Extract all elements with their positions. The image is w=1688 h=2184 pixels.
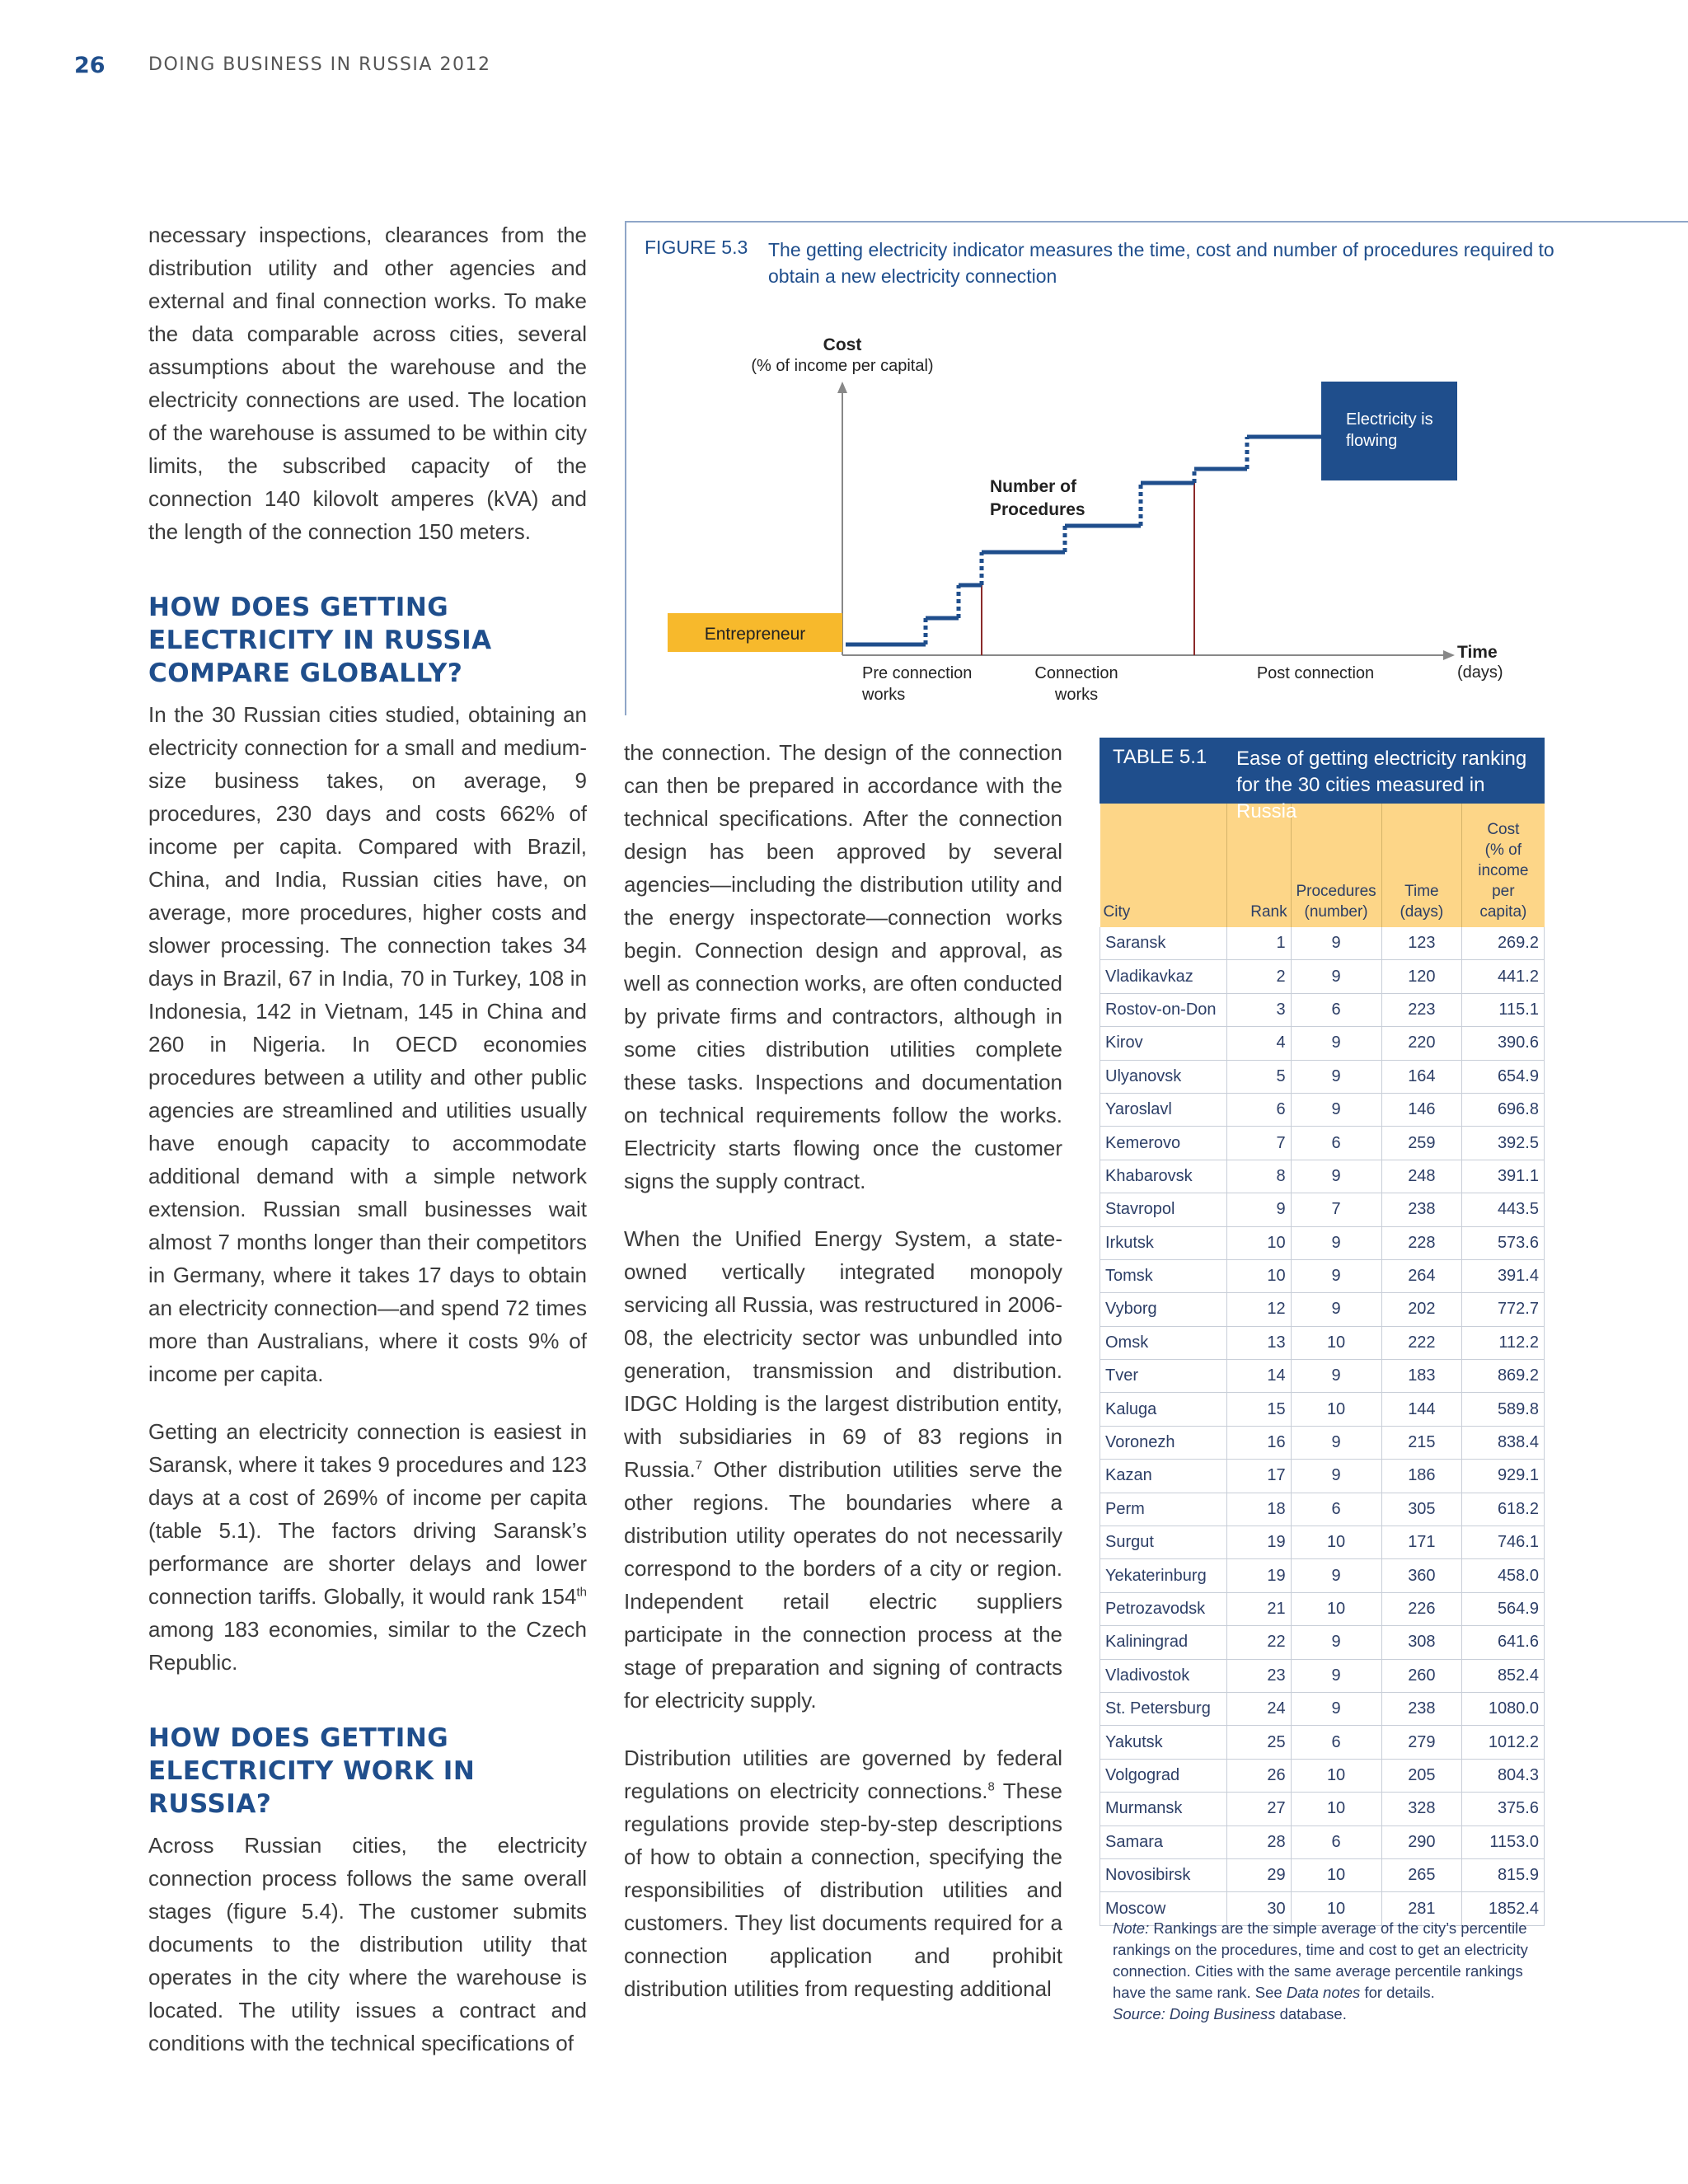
column-header-line: per [1492,883,1515,900]
note-text-b: for details. [1360,1984,1435,2001]
left-para-2: In the 30 Russian cities studied, obtaining an electricity connection for a small and medium-size business takes, on average, 9 procedures, 230 days and costs 662% of income per capita. Compared with Brazil, China, and India, Russian cities have, on average, more procedures, higher costs and slower processing. The connection takes 34 days in Brazil, 67 in India, 70 in Turkey, 108 in Indonesia, 142 in Vietnam, 145 in China and 260 in Nigeria. In OECD economies procedures between a utility and other public agencies are streamlined and utilities usually have enough capacity to accommodate additional demand with a simple network extension. Russian small businesses wait almost 7 months longer than their competitors in Germany, where it takes 17 days to obtain an electricity connection—and spend 72 times more than Australians, where it costs 9% of income per capita. [148,702,587,1386]
table-row [1100,1526,1545,1559]
table-row [1100,993,1545,1026]
cost-cell: 589.8 [1462,1393,1545,1426]
stage-pre-connection-line1: Pre connection [862,664,973,682]
table-row [1100,1259,1545,1292]
procedures-cell: 10 [1291,1592,1381,1625]
table-row [1100,1426,1545,1459]
cost-cell: 441.2 [1462,960,1545,993]
table-row [1100,1293,1545,1326]
rank-cell: 10 [1226,1259,1291,1292]
procedures-cell: 6 [1291,1825,1381,1858]
cost-cell: 1153.0 [1462,1825,1545,1858]
procedures-cell: 9 [1291,1659,1381,1692]
middle-para-2 [624,1222,1062,1717]
rank-cell: 15 [1226,1393,1291,1426]
rank-cell: 1 [1226,927,1291,960]
procedures-cell: 9 [1291,1626,1381,1659]
cost-cell: 390.6 [1462,1027,1545,1060]
middle-para-1: the connection. The design of the connection can then be prepared in accordance with the technical specifications. After the connection design has been approved by several agencies—including the distribution utility and the energy inspectorate—connection works begin. Connection design and approval, as well as connection works, are often conducted by private firms and contractors, although in some cities distribution utilities complete these tasks. Inspections and documentation on technical requirements follow the works. Electricity starts flowing once the customer signs the supply contract. [624,740,1062,1193]
cost-cell: 815.9 [1462,1858,1545,1891]
time-cell: 171 [1381,1526,1462,1559]
table-row [1100,1326,1545,1359]
city-cell: Voronezh [1100,1426,1227,1459]
time-cell: 186 [1381,1460,1462,1493]
time-cell: 164 [1381,1060,1462,1093]
procedures-cell: 7 [1291,1193,1381,1226]
rank-cell: 26 [1226,1759,1291,1792]
middle-para-3-b: These regulations provide step-by-step descriptions of how to obtain a connection, specifying the responsibilities of distribution utilities and customers. They list documents required for a connection application and prohibit distribution utilities from requesting additional [624,1779,1063,2001]
rank-cell: 17 [1226,1460,1291,1493]
table-row [1100,1060,1545,1093]
city-cell: Surgut [1100,1526,1227,1559]
running-title: DOING BUSINESS IN RUSSIA 2012 [148,54,491,75]
cost-cell: 1012.2 [1462,1726,1545,1759]
rank-cell: 6 [1226,1093,1291,1126]
procedures-cell: 10 [1291,1526,1381,1559]
cost-cell: 804.3 [1462,1759,1545,1792]
procedures-cell: 6 [1291,1127,1381,1160]
cost-cell: 112.2 [1462,1326,1545,1359]
figure-title: The getting electricity indicator measures the time, cost and number of procedures required to obtain a new electricity connection [768,239,1554,287]
time-cell: 183 [1381,1360,1462,1393]
procedures-cell: 9 [1291,1160,1381,1193]
city-cell: Tomsk [1100,1259,1227,1292]
cost-cell: 564.9 [1462,1592,1545,1625]
rank-cell: 25 [1226,1726,1291,1759]
cost-cell: 696.8 [1462,1093,1545,1126]
footnote-7: 7 [695,1458,703,1473]
rank-cell: 10 [1226,1226,1291,1259]
procedures-cell: 10 [1291,1393,1381,1426]
stage-pre-connection-line2: works [862,686,906,704]
time-cell: 205 [1381,1759,1462,1792]
procedures-label-line2: Procedures [990,500,1085,519]
column-header-line: (days) [1400,903,1444,921]
procedures-cell: 6 [1291,1493,1381,1526]
cost-cell: 1080.0 [1462,1692,1545,1725]
city-cell: Khabarovsk [1100,1160,1227,1193]
table-row [1100,1726,1545,1759]
left-para-3-a: Getting an electricity connection is easiest in Saransk, where it takes 9 procedures and 123 days at a cost of 269% of income per capita (table 5.1). The factors driving Saransk’s performance are shorter delays and lower connection tariffs. Globally, it would rank 154 [148,1419,587,1609]
rank-cell: 8 [1226,1160,1291,1193]
note-italic: Data notes [1286,1984,1361,2001]
middle-para-2-a: When the Unified Energy System, a state-owned vertically integrated monopoly servicing all Russia, was restructured in 2006-08, the electricity sector was unbundled into generation, transmission and distribution. IDGC Holding is the largest distribution entity, with subsidiaries in 69 of 83 regions in Russia. [624,1226,1062,1482]
cost-cell: 929.1 [1462,1460,1545,1493]
table-row [1100,1027,1545,1060]
time-cell: 259 [1381,1127,1462,1160]
x-axis-subtitle: (days) [1457,663,1503,682]
table-row [1100,1193,1545,1226]
cost-cell: 573.6 [1462,1226,1545,1259]
cost-cell: 618.2 [1462,1493,1545,1526]
table-source [1113,2005,1347,2023]
y-axis-subtitle: (% of income per capital) [751,357,934,375]
city-cell: St. Petersburg [1100,1692,1227,1725]
rank-cell: 30 [1226,1892,1291,1925]
time-cell: 238 [1381,1692,1462,1725]
stage-connection-line1: Connection [1034,664,1118,682]
rank-cell: 28 [1226,1825,1291,1858]
city-cell: Stavropol [1100,1193,1227,1226]
left-para-3 [148,1415,587,1679]
figure-label: FIGURE 5.3 [645,237,748,258]
time-cell: 308 [1381,1626,1462,1659]
procedures-cell: 9 [1291,1426,1381,1459]
city-cell: Kirov [1100,1027,1227,1060]
time-cell: 144 [1381,1393,1462,1426]
x-axis-title: Time [1457,643,1498,662]
table-row [1100,1460,1545,1493]
column-header-line: (number) [1304,903,1368,921]
section-heading-compare: HOW DOES GETTING ELECTRICITY IN RUSSIA COMPARE GLOBALLY? [148,593,492,688]
y-axis-title: Cost [823,335,862,354]
city-cell: Yaroslavl [1100,1093,1227,1126]
column-header-line: (% of [1484,841,1522,859]
table-row [1100,1659,1545,1692]
column-header-line: income [1478,862,1529,879]
city-cell: Volgograd [1100,1759,1227,1792]
cost-cell: 772.7 [1462,1293,1545,1326]
city-cell: Vladikavkaz [1100,960,1227,993]
table-body [1100,927,1545,1925]
table-row [1100,1127,1545,1160]
city-cell: Ulyanovsk [1100,1060,1227,1093]
table-row [1100,1825,1545,1858]
city-cell: Kaliningrad [1100,1626,1227,1659]
rank-cell: 4 [1226,1027,1291,1060]
rank-cell: 16 [1226,1426,1291,1459]
figure-diagram [625,313,1688,725]
ranking-table [1100,804,1545,1926]
cost-cell: 375.6 [1462,1793,1545,1825]
column-header-line: Time [1404,883,1439,900]
page-number: 26 [74,53,106,78]
table-row [1100,1858,1545,1891]
table-row [1100,1160,1545,1193]
rank-cell: 7 [1226,1127,1291,1160]
cost-cell: 838.4 [1462,1426,1545,1459]
time-cell: 279 [1381,1726,1462,1759]
time-cell: 281 [1381,1892,1462,1925]
procedures-cell: 9 [1291,1060,1381,1093]
middle-para-2-b: Other distribution utilities serve the other regions. The boundaries where a distribution utility operates do not necessarily correspond to the borders of a city or region. Independent retail electric suppliers participate in the connection process at the stage of preparation and signing of contracts for electricity supply. [624,1457,1062,1713]
time-cell: 360 [1381,1559,1462,1592]
cost-cell: 852.4 [1462,1659,1545,1692]
time-cell: 264 [1381,1259,1462,1292]
procedures-cell: 9 [1291,1093,1381,1126]
rank-cell: 29 [1226,1858,1291,1891]
time-cell: 328 [1381,1793,1462,1825]
electricity-flowing-line1: Electricity is [1346,410,1433,429]
figure-frame-top [625,221,1688,223]
column-header-line: City [1103,903,1131,921]
time-cell: 265 [1381,1858,1462,1891]
procedures-label-line1: Number of [990,477,1076,496]
time-cell: 222 [1381,1326,1462,1359]
time-cell: 215 [1381,1426,1462,1459]
table-title: Ease of getting electricity ranking for the 30 cities measured in Russia [1236,748,1527,823]
rank-cell: 19 [1226,1559,1291,1592]
source-rest: database. [1275,2005,1347,2022]
procedures-cell: 6 [1291,993,1381,1026]
procedures-cell: 9 [1291,1027,1381,1060]
table-row [1100,1360,1545,1393]
cost-cell: 392.5 [1462,1127,1545,1160]
middle-column [624,736,1062,2005]
time-cell: 305 [1381,1493,1462,1526]
footnote-8: 8 [987,1779,995,1794]
time-cell: 248 [1381,1160,1462,1193]
entrepreneur-label: Entrepreneur [704,625,806,644]
table-header-bar [1100,738,1545,823]
time-cell: 228 [1381,1226,1462,1259]
column-header-line: Procedures [1296,883,1376,900]
time-cell: 146 [1381,1093,1462,1126]
table-row [1100,1493,1545,1526]
rank-cell: 23 [1226,1659,1291,1692]
time-cell: 223 [1381,993,1462,1026]
electricity-flowing-box [1321,382,1457,480]
city-cell: Yakutsk [1100,1726,1227,1759]
cost-cell: 391.4 [1462,1259,1545,1292]
city-cell: Petrozavodsk [1100,1592,1227,1625]
cost-cell: 654.9 [1462,1060,1545,1093]
rank-cell: 14 [1226,1360,1291,1393]
table-row [1100,1559,1545,1592]
procedures-cell: 10 [1291,1759,1381,1792]
electricity-flowing-line2: flowing [1346,432,1398,450]
section-heading-work: HOW DOES GETTING ELECTRICITY WORK IN RUSSIA? [148,1723,476,1819]
left-column [148,218,587,2060]
table-row [1100,1226,1545,1259]
procedures-cell: 6 [1291,1726,1381,1759]
cost-cell: 391.1 [1462,1160,1545,1193]
time-cell: 226 [1381,1592,1462,1625]
city-cell: Moscow [1100,1892,1227,1925]
rank-cell: 18 [1226,1493,1291,1526]
procedures-cell: 9 [1291,1692,1381,1725]
source-italic: Doing Business [1169,2005,1276,2022]
table-5-1 [1100,738,1545,1926]
city-cell: Rostov-on-Don [1100,993,1227,1026]
note-text-a: Rankings are the simple average of the city’s percentile rankings on the procedures, time and cost to get an electricity connection. Cities with the same average percentile rankings have the same rank. See [1113,1919,1528,2001]
cost-cell: 641.6 [1462,1626,1545,1659]
rank-cell: 21 [1226,1592,1291,1625]
column-header-line: capita) [1479,903,1527,921]
cost-cell: 1852.4 [1462,1892,1545,1925]
column-header [1100,804,1227,927]
city-cell: Novosibirsk [1100,1858,1227,1891]
table-label: TABLE 5.1 [1113,746,1207,768]
city-cell: Kazan [1100,1460,1227,1493]
column-header-line: Rank [1250,903,1287,921]
procedures-cell: 9 [1291,1293,1381,1326]
table-row [1100,1093,1545,1126]
rank-cell: 24 [1226,1692,1291,1725]
table-row [1100,1592,1545,1625]
time-cell: 238 [1381,1193,1462,1226]
rank-cell: 3 [1226,993,1291,1026]
rank-cell: 9 [1226,1193,1291,1226]
cost-cell: 269.2 [1462,927,1545,960]
cost-cell: 458.0 [1462,1559,1545,1592]
rank-cell: 19 [1226,1526,1291,1559]
procedures-cell: 9 [1291,1226,1381,1259]
table-row [1100,927,1545,960]
table-note [1113,1918,1541,2004]
source-label: Source: [1113,2005,1165,2022]
table-row [1100,960,1545,993]
city-cell: Kemerovo [1100,1127,1227,1160]
time-cell: 120 [1381,960,1462,993]
city-cell: Tver [1100,1360,1227,1393]
middle-para-3 [624,1741,1062,2005]
city-cell: Kaluga [1100,1393,1227,1426]
left-para-1: necessary inspections, clearances from the distribution utility and other agencies and external and final connection works. To make the data comparable across cities, several assumptions about the warehouse and the electricity connections are used. The location of the warehouse is assumed to be within city limits, the subscribed capacity of the connection 140 kilovolt amperes (kVA) and the length of the connection 150 meters. [148,223,587,544]
procedures-cell: 10 [1291,1858,1381,1891]
cost-cell: 746.1 [1462,1526,1545,1559]
stage-connection-line2: works [1054,686,1099,704]
city-cell: Murmansk [1100,1793,1227,1825]
city-cell: Vladivostok [1100,1659,1227,1692]
cost-cell: 443.5 [1462,1193,1545,1226]
rank-cell: 13 [1226,1326,1291,1359]
left-para-4: Across Russian cities, the electricity connection process follows the same overall stages (figure 5.4). The customer submits documents to the distribution utility that operates in the city where the warehouse is located. The utility issues a contract and conditions with the technical specifications of [148,1833,587,2055]
time-cell: 260 [1381,1659,1462,1692]
column-header-line: Cost [1487,821,1520,838]
cost-cell: 115.1 [1462,993,1545,1026]
time-cell: 290 [1381,1825,1462,1858]
table-row [1100,1626,1545,1659]
city-cell: Samara [1100,1825,1227,1858]
city-cell: Yekaterinburg [1100,1559,1227,1592]
procedures-cell: 9 [1291,960,1381,993]
superscript-th: th [576,1585,587,1600]
procedures-cell: 10 [1291,1326,1381,1359]
rank-cell: 27 [1226,1793,1291,1825]
city-cell: Perm [1100,1493,1227,1526]
table-row [1100,1759,1545,1792]
left-para-3-b: among 183 economies, similar to the Czech Republic. [148,1617,587,1675]
procedures-cell: 9 [1291,927,1381,960]
cost-cell: 869.2 [1462,1360,1545,1393]
table-row [1100,1692,1545,1725]
city-cell: Vyborg [1100,1293,1227,1326]
time-cell: 202 [1381,1293,1462,1326]
table-row [1100,1393,1545,1426]
stage-post-connection: Post connection [1256,664,1375,682]
procedures-cell: 10 [1291,1892,1381,1925]
procedures-cell: 9 [1291,1360,1381,1393]
procedures-cell: 9 [1291,1559,1381,1592]
rank-cell: 22 [1226,1626,1291,1659]
city-cell: Irkutsk [1100,1226,1227,1259]
rank-cell: 12 [1226,1293,1291,1326]
procedure-staircase [846,437,1321,644]
note-label: Note: [1113,1919,1150,1937]
city-cell: Saransk [1100,927,1227,960]
time-cell: 123 [1381,927,1462,960]
procedures-cell: 9 [1291,1460,1381,1493]
table-row [1100,1793,1545,1825]
city-cell: Omsk [1100,1326,1227,1359]
procedures-cell: 10 [1291,1793,1381,1825]
middle-para-3-a: Distribution utilities are governed by federal regulations on electricity connections. [624,1746,1062,1803]
rank-cell: 2 [1226,960,1291,993]
rank-cell: 5 [1226,1060,1291,1093]
time-cell: 220 [1381,1027,1462,1060]
procedures-cell: 9 [1291,1259,1381,1292]
